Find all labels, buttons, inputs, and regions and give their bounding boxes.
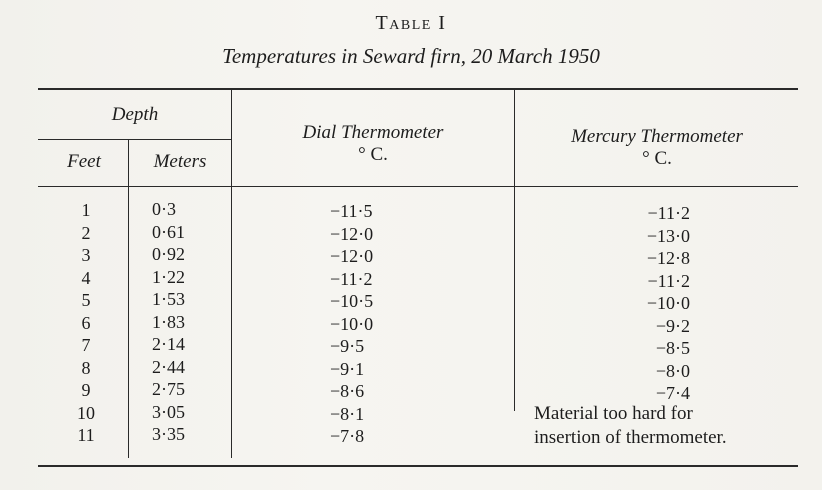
header-depth: Depth bbox=[111, 104, 159, 125]
dial-cell: −9·5 bbox=[330, 336, 365, 356]
column-mercury bbox=[600, 202, 690, 405]
column-dial bbox=[330, 200, 410, 448]
mercury-cell: −10·0 bbox=[646, 293, 690, 313]
dial-cell: −9·1 bbox=[330, 358, 365, 379]
mercury-cell: −11·2 bbox=[647, 203, 690, 223]
feet-cell: 4 bbox=[81, 267, 91, 288]
depth-subheader-rule bbox=[38, 139, 231, 140]
column-meters bbox=[152, 198, 232, 446]
meters-cell: 1·22 bbox=[152, 266, 185, 287]
dial-cell: −8·1 bbox=[330, 403, 365, 424]
dial-cell: −7·8 bbox=[330, 426, 365, 446]
column-feet bbox=[62, 199, 110, 447]
feet-meters-divider bbox=[128, 140, 129, 458]
dial-cell: −10·0 bbox=[330, 313, 374, 334]
meters-cell: 1·83 bbox=[152, 311, 185, 332]
meters-cell: 0·61 bbox=[152, 221, 185, 242]
feet-cell: 9 bbox=[81, 380, 91, 400]
dial-cell: −12·0 bbox=[330, 246, 374, 266]
dial-cell: −8·6 bbox=[330, 381, 365, 401]
header-mercury bbox=[516, 126, 798, 170]
header-mercury-unit: ° C. bbox=[642, 148, 672, 169]
mercury-cell: −8·0 bbox=[655, 360, 690, 381]
dial-cell: −12·0 bbox=[330, 223, 374, 244]
meters-cell: 2·14 bbox=[152, 334, 185, 354]
feet-cell: 6 bbox=[81, 312, 91, 333]
feet-cell: 8 bbox=[81, 357, 91, 378]
header-dial bbox=[233, 122, 513, 166]
bottom-rule bbox=[38, 465, 798, 467]
feet-cell: 7 bbox=[81, 335, 91, 355]
meters-cell: 2·75 bbox=[152, 379, 185, 399]
table-label: Table I bbox=[375, 12, 447, 34]
dial-cell: −11·2 bbox=[330, 268, 373, 289]
meters-cell: 1·53 bbox=[152, 289, 185, 309]
header-dial-unit: ° C. bbox=[358, 144, 388, 165]
mercury-cell: −13·0 bbox=[646, 225, 690, 246]
feet-cell: 10 bbox=[77, 402, 95, 423]
mercury-note-line-1: Material too hard for bbox=[534, 403, 693, 424]
meters-cell: 3·05 bbox=[152, 401, 185, 422]
header-bottom-rule bbox=[38, 186, 798, 187]
header-dial-label: Dial Thermometer bbox=[302, 122, 444, 143]
mercury-cell: −8·5 bbox=[655, 338, 690, 358]
table-caption: Temperatures in Seward firn, 20 March 1950 bbox=[222, 44, 600, 68]
mercury-note bbox=[534, 402, 727, 450]
meters-cell: 0·3 bbox=[152, 199, 176, 219]
feet-cell: 2 bbox=[81, 222, 91, 243]
feet-cell: 1 bbox=[81, 200, 91, 220]
feet-cell: 11 bbox=[77, 425, 95, 445]
header-meters: Meters bbox=[153, 151, 207, 172]
mercury-cell: −12·8 bbox=[646, 248, 690, 268]
mercury-cell: −11·2 bbox=[647, 270, 690, 291]
meters-cell: 2·44 bbox=[152, 356, 185, 377]
header-mercury-label: Mercury Thermometer bbox=[571, 126, 743, 147]
mercury-note-line-2: insertion of thermometer. bbox=[534, 427, 727, 448]
feet-cell: 5 bbox=[81, 290, 91, 310]
mercury-cell: −9·2 bbox=[655, 315, 690, 336]
feet-cell: 3 bbox=[81, 245, 91, 265]
dial-cell: −10·5 bbox=[330, 291, 374, 311]
header-feet: Feet bbox=[67, 151, 101, 172]
meters-cell: 3·35 bbox=[152, 424, 185, 444]
top-rule bbox=[38, 88, 798, 90]
dial-cell: −11·5 bbox=[330, 201, 373, 221]
meters-cell: 0·92 bbox=[152, 244, 185, 264]
mercury-cell: −7·4 bbox=[655, 383, 690, 403]
